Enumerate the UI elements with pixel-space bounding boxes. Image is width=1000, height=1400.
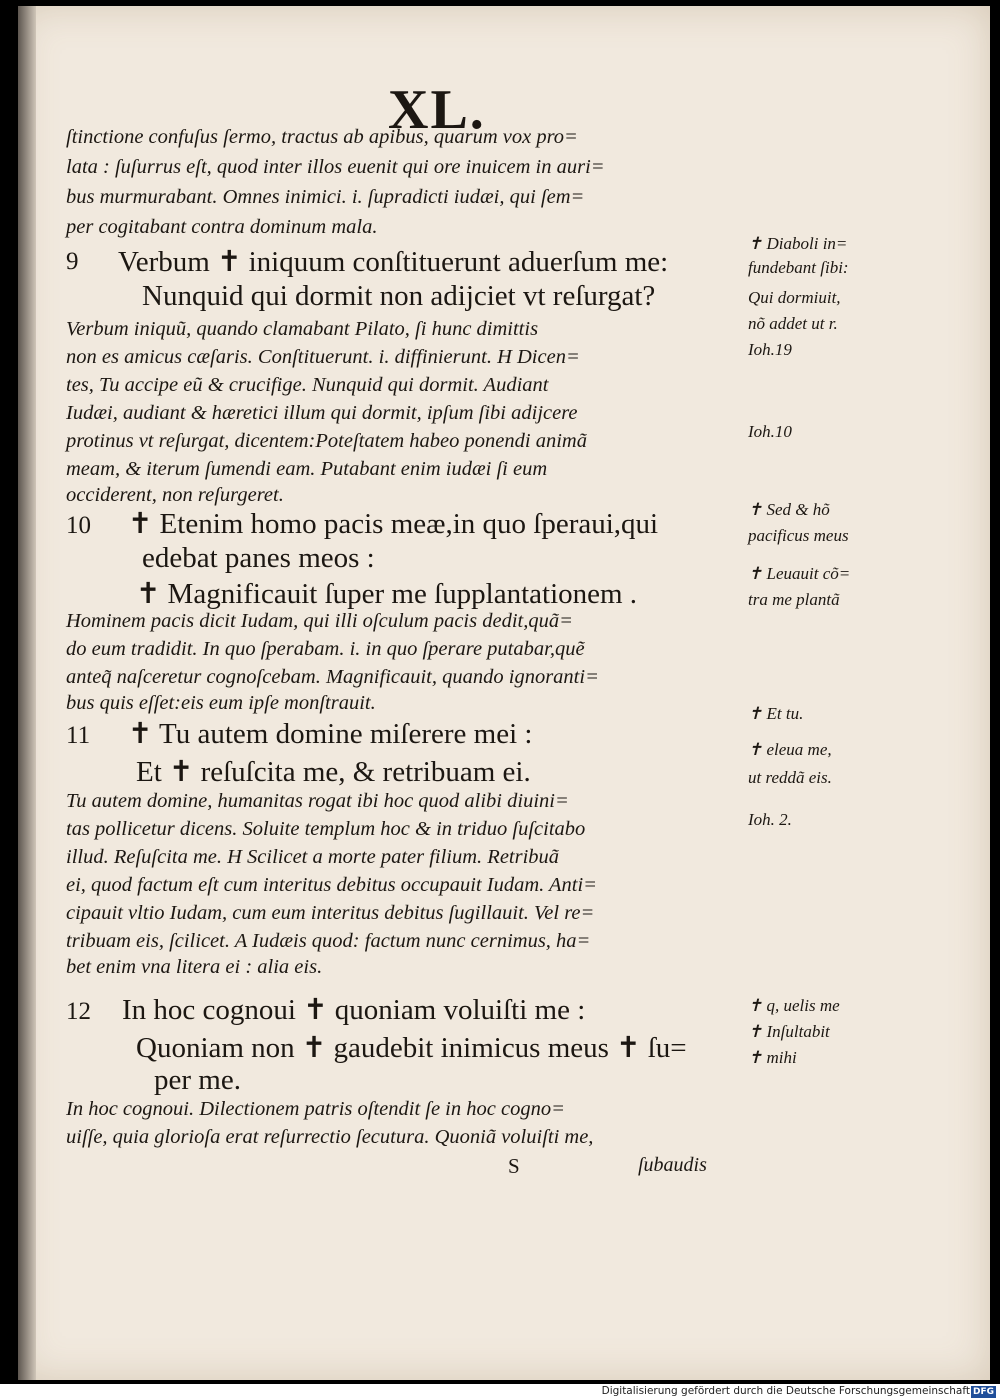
commentary-line: illud. Reſuſcita me. H Scilicet a morte pater filium. Retribuã (66, 846, 560, 868)
commentary-line: bus quis eſſet:eis eum ipſe monſtrauit. (66, 692, 376, 714)
verse-line: Et ✝ reſuſcita me, & retribuam ei. (136, 756, 531, 788)
marginal-note: ✝ mihi (748, 1048, 797, 1067)
verse-line: edebat panes meos : (142, 542, 375, 574)
funding-credit: Digitalisierung gefördert durch die Deutsche Forschungsgemeinschaft (601, 1385, 970, 1397)
page-gutter-shadow (18, 6, 36, 1380)
commentary-line: lata : ſuſurrus eſt, quod inter illos euenit qui ore inuicem in auri= (66, 156, 605, 178)
marginal-note: ✝ Et tu. (748, 704, 804, 723)
commentary-line: do eum tradidit. In quo ſperabam. i. in quo ſperare putabar,quẽ (66, 638, 585, 660)
marginal-note: tra me plantã (748, 590, 840, 609)
commentary-line: uiſſe, quia glorioſa erat reſurrectio ſecutura. Quoniã voluiſti me, (66, 1126, 594, 1148)
marginal-note: ✝ q, uelis me (748, 996, 840, 1015)
marginal-note: ✝ Sed & hõ (748, 500, 830, 519)
commentary-line: Verbum iniquũ, quando clamabant Pilato, ſi hunc dimittis (66, 318, 539, 340)
marginal-note: ✝ eleua me, (748, 740, 832, 759)
commentary-line: ſtinctione confuſus ſermo, tractus ab apibus, quarum vox pro= (66, 126, 578, 148)
signature-mark: S (508, 1154, 520, 1178)
marginal-note: ✝ Leuauit cõ= (748, 564, 851, 583)
dfg-logo: DFG (972, 1387, 994, 1397)
marginal-note: ✝ Inſultabit (748, 1022, 830, 1041)
commentary-line: bus murmurabant. Omnes inimici. i. ſupradicti iudæi, qui ſem= (66, 186, 585, 208)
commentary-line: tes, Tu accipe eũ & crucifige. Nunquid qui dormit. Audiant (66, 374, 549, 396)
commentary-line: non es amicus cæſaris. Conſtituerunt. i. diffinierunt. H Dicen= (66, 346, 580, 368)
verse-line: ✝ Magnificauit ſuper me ſupplantationem . (136, 578, 638, 610)
verse-number: 9 (66, 248, 79, 275)
commentary-line: ei, quod factum eſt cum interitus debitus occupauit Iudam. Anti= (66, 874, 598, 896)
verse-number: 10 (66, 512, 91, 539)
commentary-line: Hominem pacis dicit Iudam, qui illi oſculum pacis dedit,quã= (66, 610, 573, 632)
commentary-line: per cogitabant contra dominum mala. (66, 216, 378, 238)
verse-number: 11 (66, 722, 91, 749)
verse-line: per me. (154, 1064, 241, 1096)
verse-number: 12 (66, 998, 91, 1025)
commentary-line: occiderent, non reſurgeret. (66, 484, 284, 506)
catchword: ſubaudis (638, 1154, 707, 1176)
commentary-line: cipauit vltio Iudam, cum eum interitus debitus ſugillauit. Vel re= (66, 902, 595, 924)
folio-number: XL. (388, 79, 486, 141)
verse-line: In hoc cognoui ✝ quoniam voluiſti me : (122, 994, 586, 1026)
verse-line: Verbum ✝ iniquum conſtituerunt aduerſum me: (118, 246, 669, 278)
commentary-line: In hoc cognoui. Dilectionem patris oſtendit ſe in hoc cogno= (66, 1098, 565, 1120)
commentary-line: protinus vt reſurgat, dicentem:Poteſtatem habeo ponendi animã (66, 430, 587, 452)
marginal-note: ✝ Diaboli in= (748, 234, 848, 253)
commentary-line: Iudæi, audiant & hæretici illum qui dormit, ipſum ſibi adijcere (66, 402, 578, 424)
verse-line: ✝ Tu autem domine miſerere mei : (128, 718, 533, 750)
marginal-note: Ioh.10 (748, 422, 792, 441)
verse-line: Quoniam non ✝ gaudebit inimicus meus ✝ ſu= (136, 1032, 687, 1064)
marginal-note: pacificus meus (748, 526, 849, 545)
commentary-line: meam, & iterum ſumendi eam. Putabant enim iudæi ſi eum (66, 458, 548, 480)
commentary-line: tribuam eis, ſcilicet. A Iudæis quod: factum nunc cernimus, ha= (66, 930, 591, 952)
marginal-note: Ioh.19 (748, 340, 792, 359)
marginal-note: Ioh. 2. (748, 810, 792, 829)
commentary-line: anteq̃ naſceretur cognoſcebam. Magnificauit, quando ignoranti= (66, 666, 599, 688)
commentary-line: bet enim vna litera ei : alia eis. (66, 956, 323, 978)
commentary-line: Tu autem domine, humanitas rogat ibi hoc quod alibi diuini= (66, 790, 569, 812)
verse-line: ✝ Etenim homo pacis meæ,in quo ſperaui,qui (128, 508, 659, 540)
book-page (18, 6, 990, 1380)
marginal-note: Qui dormiuit, (748, 288, 841, 307)
marginal-note: ut reddã eis. (748, 768, 832, 787)
verse-line: Nunquid qui dormit non adijciet vt reſurgat? (142, 280, 656, 312)
commentary-line: tas pollicetur dicens. Soluite templum hoc & in triduo ſuſcitabo (66, 818, 586, 840)
marginal-note: fundebant ſibi: (748, 258, 849, 277)
marginal-note: nõ addet ut r. (748, 314, 838, 333)
